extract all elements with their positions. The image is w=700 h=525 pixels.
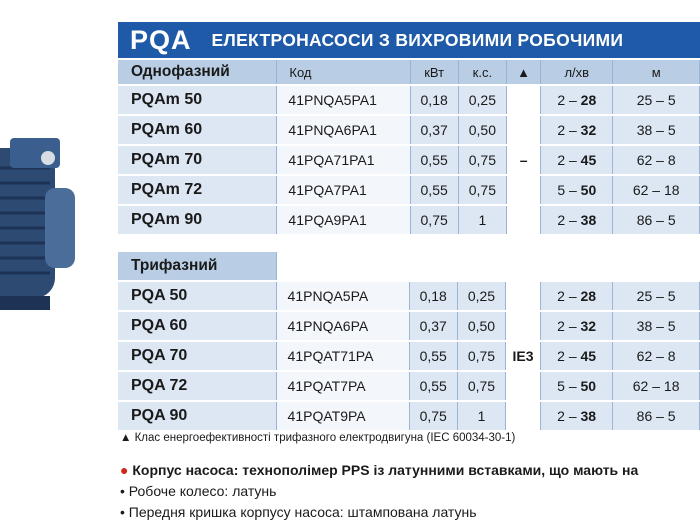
header-code: Код [277, 60, 410, 85]
power-kw: 0,55 [409, 341, 457, 371]
power-kw: 0,75 [410, 205, 458, 235]
header-head: м [613, 60, 700, 85]
flow-range [541, 401, 613, 431]
power-hp: 0,75 [458, 175, 506, 205]
power-kw: 0,55 [410, 175, 458, 205]
model-code: 41PNQA5PA [276, 281, 409, 311]
table-row [118, 281, 700, 311]
flow-range [541, 85, 613, 115]
table-row [118, 205, 700, 235]
model-code: 41PQA71PA1 [277, 145, 410, 175]
table-row [118, 175, 700, 205]
header-energy-class: ▲ [507, 60, 541, 85]
footnote-energy-class: ▲ Клас енергоефективності трифазного електродвигуна (IEC 60034-30-1) [120, 432, 516, 444]
flow-range [541, 175, 613, 205]
flow-min: 5 – [557, 182, 581, 198]
title-banner [118, 22, 700, 58]
flow-max: 45 [580, 348, 597, 364]
three-phase-table [118, 252, 700, 432]
flow-max: 28 [580, 288, 597, 304]
model-name: PQA 70 [118, 341, 276, 371]
flow-range [541, 145, 613, 175]
pump-image [0, 118, 80, 328]
power-hp: 0,25 [458, 85, 506, 115]
flow-max: 32 [580, 318, 597, 334]
model-code: 41PQAT71PA [276, 341, 409, 371]
model-name: PQA 90 [118, 401, 276, 431]
header-hp: к.с. [458, 60, 506, 85]
flow-max: 50 [580, 182, 597, 198]
model-code: 41PQA9PA1 [277, 205, 410, 235]
model-name: PQAm 70 [118, 145, 277, 175]
energy-class-value: IE3 [506, 281, 541, 431]
header-kw: кВт [410, 60, 458, 85]
power-hp: 0,75 [458, 145, 506, 175]
power-hp: 0,75 [457, 341, 505, 371]
power-hp: 0,50 [457, 311, 505, 341]
flow-min: 2 – [557, 122, 581, 138]
table-row [118, 311, 700, 341]
power-hp: 0,50 [458, 115, 506, 145]
flow-min: 2 – [557, 408, 581, 424]
power-kw: 0,55 [409, 371, 457, 401]
feature-list [120, 460, 638, 523]
header-three-phase: Трифазний [118, 252, 276, 281]
flow-min: 2 – [557, 348, 581, 364]
model-code: 41PNQA5PA1 [277, 85, 410, 115]
head-range: 86 – 5 [613, 401, 700, 431]
flow-range [541, 311, 613, 341]
model-name: PQAm 60 [118, 115, 277, 145]
model-code: 41PQAT7PA [276, 371, 409, 401]
flow-min: 2 – [557, 92, 581, 108]
flow-max: 32 [580, 122, 597, 138]
head-range: 62 – 18 [613, 371, 700, 401]
header-blank [276, 252, 699, 281]
model-code: 41PQAT9PA [276, 401, 409, 431]
flow-range [541, 115, 613, 145]
feature-text: Робоче колесо: латунь [128, 483, 277, 499]
flow-max: 50 [580, 378, 597, 394]
feature-text: Передня кришка корпусу насоса: штампована латунь [128, 504, 477, 520]
single-phase-table [118, 60, 700, 236]
table-header-row [118, 60, 700, 85]
power-hp: 1 [458, 205, 506, 235]
model-code: 41PQA7PA1 [277, 175, 410, 205]
flow-min: 2 – [557, 152, 581, 168]
energy-class-value: – [507, 85, 541, 235]
power-kw: 0,37 [409, 311, 457, 341]
flow-min: 2 – [557, 288, 581, 304]
flow-range [541, 371, 613, 401]
bullet-icon: • [120, 504, 125, 520]
head-range: 38 – 5 [613, 311, 700, 341]
banner-title: ЕЛЕКТРОНАСОСИ З ВИХРОВИМИ РОБОЧИМИ [211, 29, 624, 50]
banner-model: PQA [130, 24, 192, 55]
table-header-row [118, 252, 700, 281]
head-range: 38 – 5 [613, 115, 700, 145]
power-hp: 0,25 [457, 281, 505, 311]
bullet-icon: • [120, 483, 125, 499]
table-row [118, 145, 700, 175]
flow-range [541, 205, 613, 235]
model-name: PQAm 72 [118, 175, 277, 205]
model-name: PQA 50 [118, 281, 276, 311]
head-range: 25 – 5 [613, 85, 700, 115]
power-kw: 0,18 [409, 281, 457, 311]
table-row [118, 341, 700, 371]
feature-text: Корпус насоса: технополімер PPS із латунними вставками, що мають на [132, 462, 639, 478]
head-range: 62 – 18 [613, 175, 700, 205]
model-name: PQAm 90 [118, 205, 277, 235]
flow-max: 38 [580, 212, 597, 228]
model-name: PQA 72 [118, 371, 276, 401]
table-row [118, 115, 700, 145]
flow-range [541, 341, 613, 371]
flow-max: 28 [580, 92, 597, 108]
flow-min: 5 – [557, 378, 581, 394]
flow-max: 38 [580, 408, 597, 424]
model-name: PQA 60 [118, 311, 276, 341]
head-range: 86 – 5 [613, 205, 700, 235]
power-hp: 0,75 [457, 371, 505, 401]
table-row [118, 401, 700, 431]
bullet-red-icon: ● [120, 462, 129, 478]
model-code: 41PNQA6PA1 [277, 115, 410, 145]
head-range: 25 – 5 [613, 281, 700, 311]
head-range: 62 – 8 [613, 145, 700, 175]
list-item [120, 460, 638, 481]
head-range: 62 – 8 [613, 341, 700, 371]
table-row [118, 85, 700, 115]
flow-min: 2 – [557, 318, 581, 334]
header-single-phase: Однофазний [118, 60, 277, 85]
power-kw: 0,18 [410, 85, 458, 115]
model-code: 41PNQA6PA [276, 311, 409, 341]
power-kw: 0,55 [410, 145, 458, 175]
header-flow: л/хв [541, 60, 613, 85]
flow-range [541, 281, 613, 311]
power-kw: 0,37 [410, 115, 458, 145]
power-kw: 0,75 [409, 401, 457, 431]
table-row [118, 371, 700, 401]
flow-max: 45 [580, 152, 597, 168]
model-name: PQAm 50 [118, 85, 277, 115]
list-item [120, 502, 638, 523]
power-hp: 1 [457, 401, 505, 431]
flow-min: 2 – [557, 212, 581, 228]
list-item [120, 481, 638, 502]
